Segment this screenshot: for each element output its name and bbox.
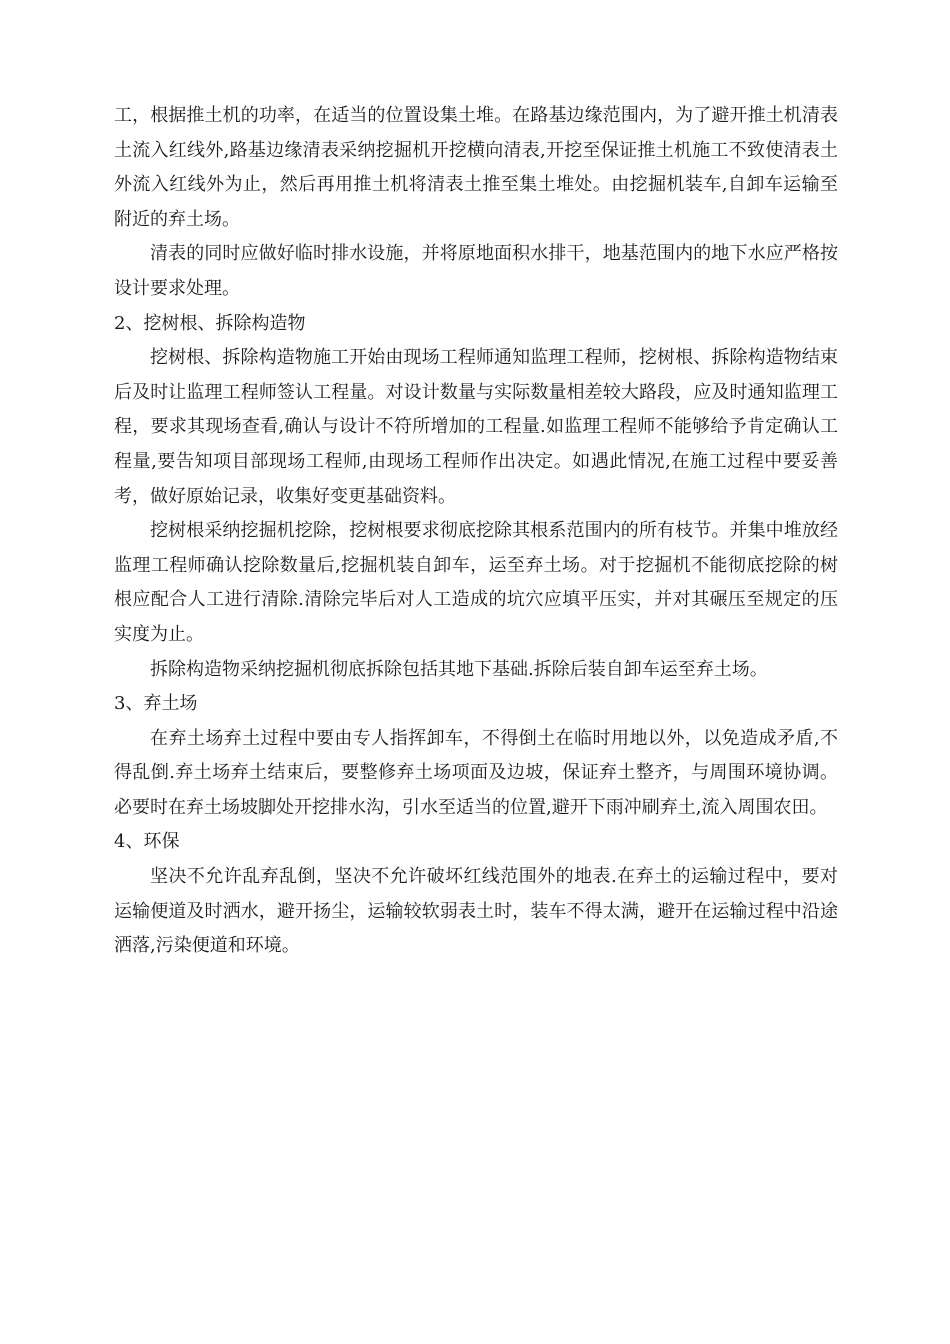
paragraph-intro-continuation: 工，根据推土机的功率，在适当的位置设集土堆。在路基边缘范围内，为了避开推土机清表土流入红线外,路基边缘清表采纳挖掘机开挖横向清表,开挖至保证推土机施工不致使清表土外流入红线外为止，然后再用推土机将清表土推至集土堆处。由挖掘机装车,自卸车运输至附近的弃土场。 <box>114 105 838 230</box>
paragraph-root-removal-method: 挖树根采纳挖掘机挖除，挖树根要求彻底挖除其根系范围内的所有枝节。并集中堆放经监理工程师确认挖除数量后,挖掘机装自卸车，运至弃土场。对于挖掘机不能彻底挖除的树根应配合人工进行清除.清除完毕后对人工造成的坑穴应填平压实，并对其碾压至规定的压实度为止。 <box>114 520 838 645</box>
paragraph-structure-demolition: 拆除构造物采纳挖掘机彻底拆除包括其地下基础.拆除后装自卸车运至弃土场。 <box>150 658 768 680</box>
paragraph-spoil-ground: 在弃土场弃土过程中要由专人指挥卸车，不得倒土在临时用地以外，以免造成矛盾,不得乱倒.弃土场弃土结束后，要整修弃土场项面及边坡，保证弃土整齐，与周围环境协调。必要时在弃土场坡脚处开挖排水沟，引水至适当的位置,避开下雨冲刷弃土,流入周围农田。 <box>114 727 838 818</box>
paragraph-root-removal-procedure: 挖树根、拆除构造物施工开始由现场工程师通知监理工程师，挖树根、拆除构造物结束后及时让监理工程师签认工程量。对设计数量与实际数量相差较大路段，应及时通知监理工程，要求其现场查看,确认与设计不符所增加的工程量.如监理工程师不能够给予肯定确认工程量,要告知项目部现场工程师,由现场工程师作出决定。如遇此情况,在施工过程中要妥善考，做好原始记录，收集好变更基础资料。 <box>114 347 838 507</box>
section-heading-3: 3、弃土场 <box>114 693 198 715</box>
paragraph-drainage: 清表的同时应做好临时排水设施，并将原地面积水排干，地基范围内的地下水应严格按设计要求处理。 <box>114 243 838 299</box>
document-body <box>114 99 838 964</box>
paragraph-environmental-protection: 坚决不允许乱弃乱倒，坚决不允许破坏红线范围外的地表.在弃土的运输过程中，要对运输便道及时洒水，避开扬尘，运输较软弱表土时，装车不得太满，避开在运输过程中沿途洒落,污染便道和环境。 <box>114 866 838 957</box>
section-heading-4: 4、环保 <box>114 831 180 853</box>
section-heading-2: 2、挖树根、拆除构造物 <box>114 312 306 334</box>
